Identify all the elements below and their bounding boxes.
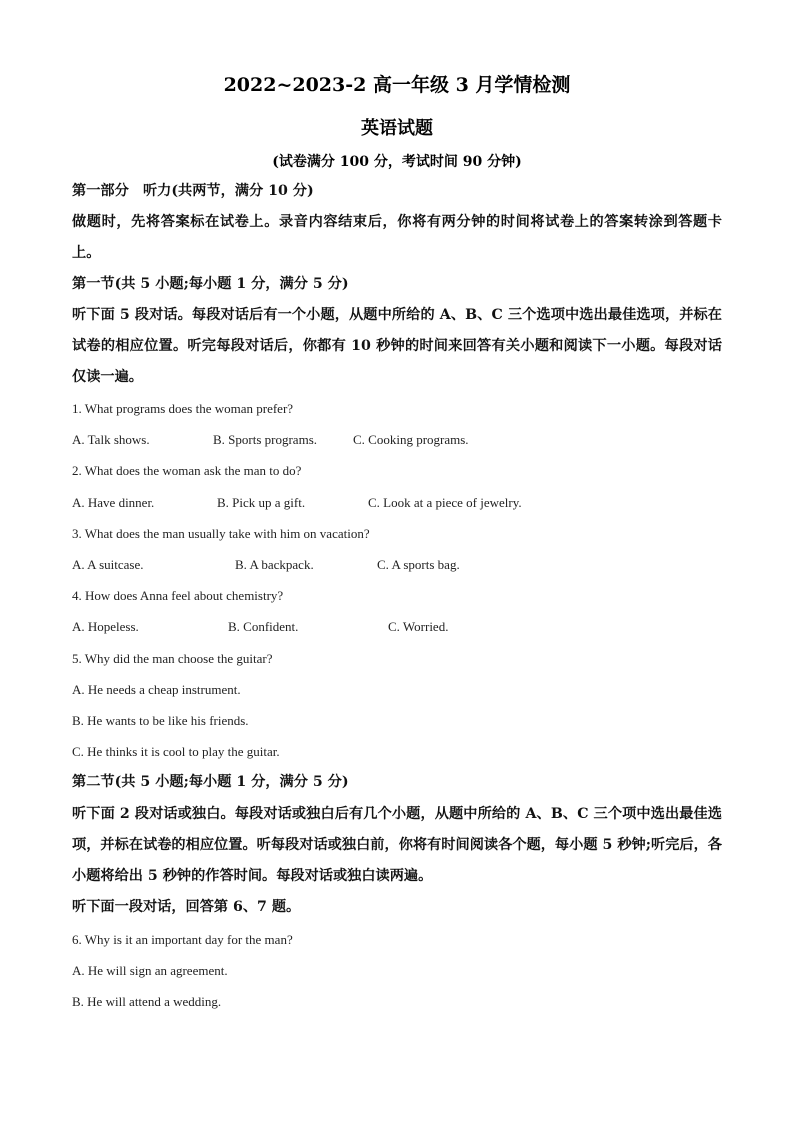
section2-instruction: 听下面 2 段对话或独白。每段对话或独白后有几个小题，从题中所给的 A、B、C 三个项中选出最佳选项，并标在试卷的相应位置。听每段对话或独白前，你将有时间阅读各个题，每小题 5 秒钟;听完后，各小题将给出 5 秒钟的作答时间。每段对话或独白读两遍。	[72, 806, 722, 884]
section1-heading: 第一节(共 5 小题;每小题 1 分，满分 5 分)	[72, 276, 349, 292]
question-4-stem: 4. How does Anna feel about chemistry?	[72, 588, 284, 603]
question-6-option-a: A. He will sign an agreement.	[72, 963, 228, 978]
question-3-option-c: C. A sports bag.	[377, 557, 460, 572]
question-2-option-b: B. Pick up a gift.	[217, 495, 306, 510]
question-5-option-b: B. He wants to be like his friends.	[72, 713, 249, 728]
question-2-stem: 2. What does the woman ask the man to do?	[72, 463, 302, 478]
part1-instruction: 做题时，先将答案标在试卷上。录音内容结束后，你将有两分钟的时间将试卷上的答案转涂到答题卡上。	[72, 214, 722, 261]
question-1-stem: 1. What programs does the woman prefer?	[72, 401, 294, 416]
question-3-stem: 3. What does the man usually take with him on vacation?	[72, 526, 370, 541]
exam-subject: 英语试题	[361, 118, 433, 139]
question-1-option-a: A. Talk shows.	[72, 432, 150, 447]
section1-instruction: 听下面 5 段对话。每段对话后有一个小题，从题中所给的 A、B、C 三个选项中选出最佳选项，并标在试卷的相应位置。听完每段对话后，你都有 10 秒钟的时间来回答有关小题和阅读下一小题。每段对话仅读一遍。	[72, 307, 722, 385]
question-4-option-c: C. Worried.	[388, 619, 449, 634]
question-4-option-b: B. Confident.	[228, 619, 299, 634]
question-2-option-c: C. Look at a piece of jewelry.	[368, 495, 522, 510]
question-5-option-c: C. He thinks it is cool to play the guitar.	[72, 744, 280, 759]
section2-heading: 第二节(共 5 小题;每小题 1 分，满分 5 分)	[72, 774, 349, 790]
question-1-option-b: B. Sports programs.	[213, 432, 317, 447]
question-1-option-c: C. Cooking programs.	[353, 432, 469, 447]
question-3-option-a: A. A suitcase.	[72, 557, 144, 572]
question-5-option-a: A. He needs a cheap instrument.	[72, 682, 241, 697]
exam-title: 2022~2023-2 高一年级 3 月学情检测	[223, 74, 571, 96]
question-6-stem: 6. Why is it an important day for the man?	[72, 932, 293, 947]
question-6-option-b: B. He will attend a wedding.	[72, 994, 222, 1009]
dialogue-intro: 听下面一段对话，回答第 6、7 题。	[72, 899, 301, 915]
question-2-option-a: A. Have dinner.	[72, 495, 155, 510]
exam-note: (试卷满分 100 分，考试时间 90 分钟)	[272, 154, 522, 170]
question-3-option-b: B. A backpack.	[235, 557, 314, 572]
question-5-stem: 5. Why did the man choose the guitar?	[72, 651, 273, 666]
question-4-option-a: A. Hopeless.	[72, 619, 139, 634]
part1-heading: 第一部分 听力(共两节，满分 10 分)	[72, 183, 314, 199]
